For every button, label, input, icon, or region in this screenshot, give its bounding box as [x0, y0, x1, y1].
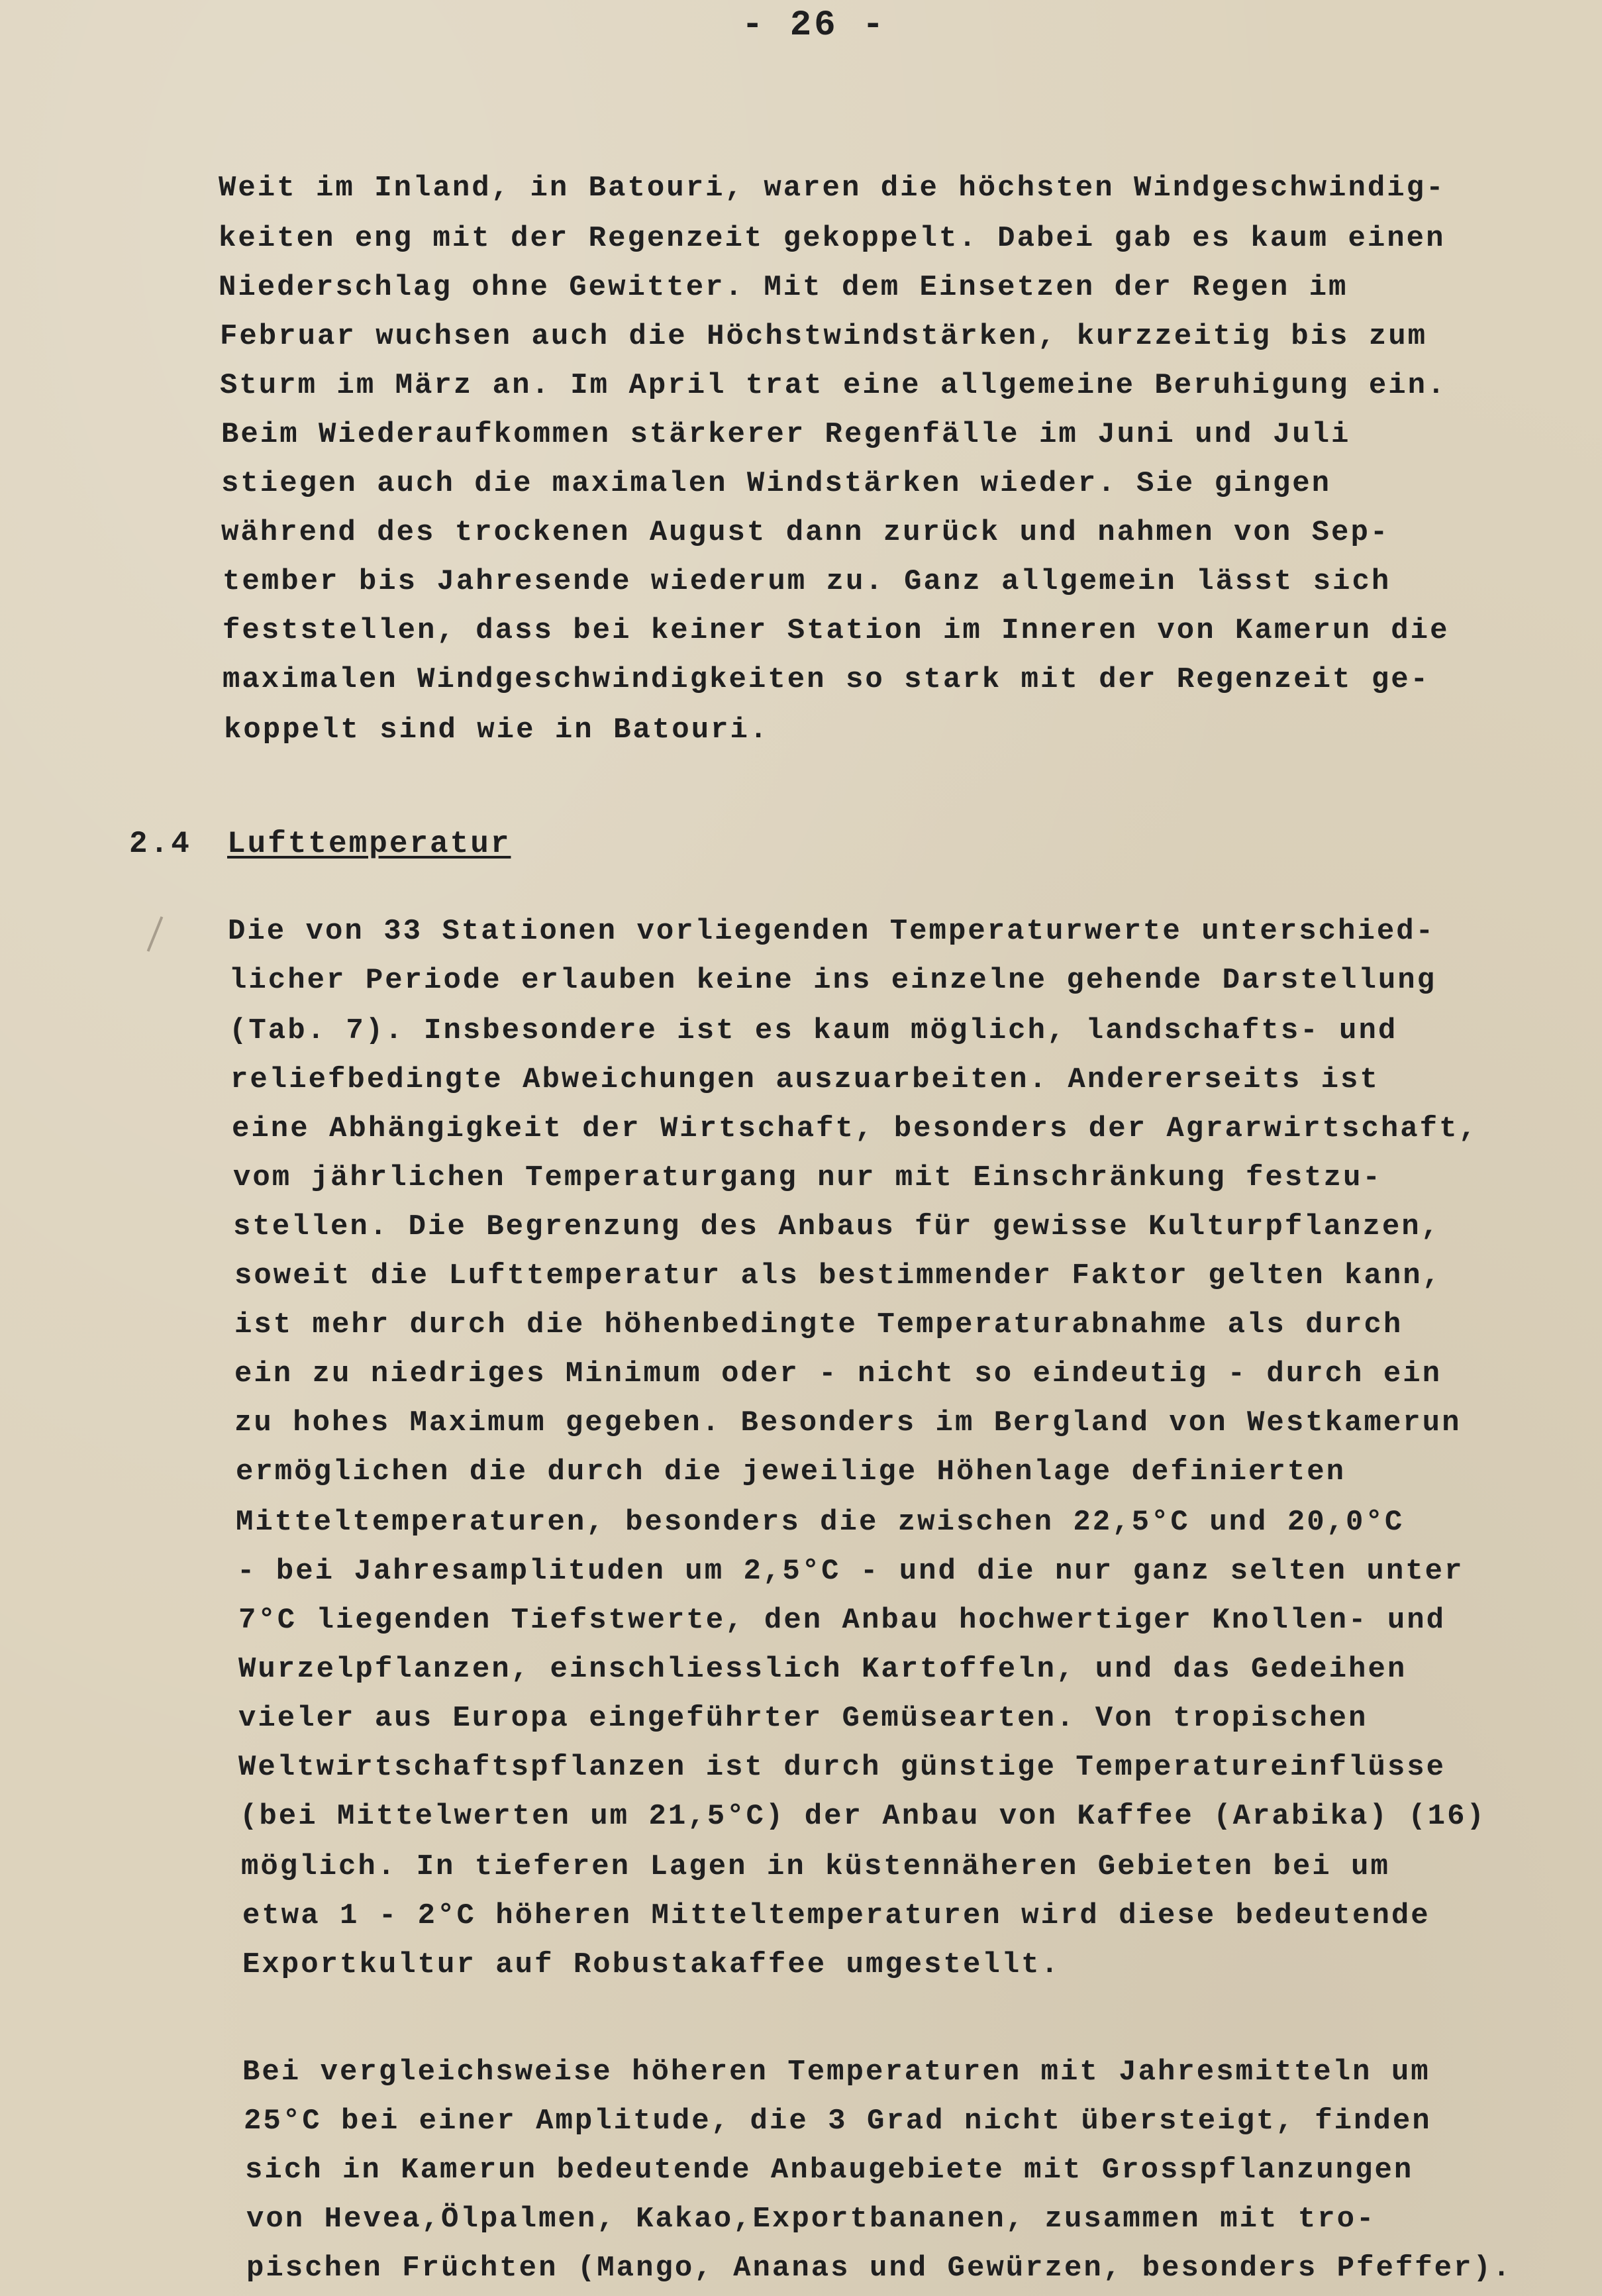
text-line: Weltwirtschaftspflanzen ist durch günstige Temperatureinflüsse [238, 1751, 1446, 1784]
text-line: stellen. Die Begrenzung des Anbaus für gewisse Kulturpflanzen, [233, 1210, 1441, 1243]
text-line: (bei Mittelwerten um 21,5°C) der Anbau von Kaffee (Arabika) (16) [240, 1800, 1486, 1833]
text-line: Beim Wiederaufkommen stärkerer Regenfälle im Juni und Juli [221, 418, 1351, 451]
section-title: Lufttemperatur [227, 827, 511, 861]
text-line: während des trockenen August dann zurück und nahmen von Sep- [221, 516, 1390, 549]
text-line: 7°C liegenden Tiefstwerte, den Anbau hochwertiger Knollen- und [238, 1604, 1446, 1637]
text-line: maximalen Windgeschwindigkeiten so stark mit der Regenzeit ge- [223, 663, 1430, 696]
text-line: licher Periode erlauben keine ins einzelne gehende Darstellung [229, 964, 1437, 997]
text-line: pischen Früchten (Mango, Ananas und Gewürzen, besonders Pfeffer). [246, 2252, 1513, 2285]
text-line: tember bis Jahresende wiederum zu. Ganz allgemein lässt sich [223, 565, 1391, 598]
text-line: keiten eng mit der Regenzeit gekoppelt. Dabei gab es kaum einen [219, 222, 1446, 255]
text-line: zu hohes Maximum gegeben. Besonders im Bergland von Westkamerun [234, 1406, 1462, 1439]
text-line: ist mehr durch die höhenbedingte Temperaturabnahme als durch [234, 1308, 1403, 1341]
text-line: ein zu niedriges Minimum oder - nicht so eindeutig - durch ein [234, 1357, 1442, 1390]
text-line: möglich. In tieferen Lagen in küstennäheren Gebieten bei um [241, 1850, 1390, 1883]
text-line: koppelt sind wie in Batouri. [224, 713, 770, 747]
text-line: Niederschlag ohne Gewitter. Mit dem Einsetzen der Regen im [219, 271, 1348, 304]
text-line: vom jährlichen Temperaturgang nur mit Einschränkung festzu- [233, 1161, 1382, 1194]
text-line: ermöglichen die durch die jeweilige Höhenlage definierten [236, 1455, 1346, 1488]
text-line: Sturm im März an. Im April trat eine allgemeine Beruhigung ein. [220, 369, 1447, 402]
text-line: reliefbedingte Abweichungen auszuarbeiten. Andererseits ist [230, 1063, 1379, 1096]
text-line: sich in Kamerun bedeutende Anbaugebiete mit Grosspflanzungen [245, 2154, 1414, 2187]
text-line: etwa 1 - 2°C höheren Mitteltemperaturen wird diese bedeutende [242, 1899, 1430, 1932]
text-line: Exportkultur auf Robustakaffee umgestellt. [242, 1948, 1060, 1981]
margin-pencil-mark [147, 916, 164, 951]
text-line: Die von 33 Stationen vorliegenden Temperaturwerte unterschied- [228, 915, 1436, 948]
text-line: 25°C bei einer Amplitude, die 3 Grad nicht übersteigt, finden [244, 2105, 1432, 2138]
text-line: soweit die Lufttemperatur als bestimmender Faktor gelten kann, [234, 1259, 1442, 1292]
text-line: Weit im Inland, in Batouri, waren die höchsten Windgeschwindig- [219, 172, 1446, 205]
text-line: Februar wuchsen auch die Höchstwindstärken, kurzzeitig bis zum [220, 320, 1428, 353]
text-line: Bei vergleichsweise höheren Temperaturen mit Jahresmitteln um [242, 2056, 1430, 2089]
text-line: feststellen, dass bei keiner Station im Inneren von Kamerun die [223, 614, 1450, 647]
text-line: von Hevea,Ölpalmen, Kakao,Exportbananen, zusammen mit tro- [246, 2203, 1376, 2236]
text-line: eine Abhängigkeit der Wirtschaft, besonders der Agrarwirtschaft, [232, 1112, 1478, 1145]
text-line: - bei Jahresamplituden um 2,5°C - und die nur ganz selten unter [237, 1555, 1464, 1588]
text-line: (Tab. 7). Insbesondere ist es kaum möglich, landschafts- und [229, 1014, 1398, 1047]
section-number: 2.4 [129, 827, 192, 861]
page-number: - 26 - [742, 5, 887, 46]
text-line: vieler aus Europa eingeführter Gemüsearten. Von tropischen [238, 1702, 1368, 1735]
text-line: Mitteltemperaturen, besonders die zwischen 22,5°C und 20,0°C [236, 1506, 1405, 1539]
text-line: Wurzelpflanzen, einschliesslich Kartoffeln, und das Gedeihen [238, 1653, 1407, 1686]
text-line: stiegen auch die maximalen Windstärken wieder. Sie gingen [221, 467, 1332, 500]
